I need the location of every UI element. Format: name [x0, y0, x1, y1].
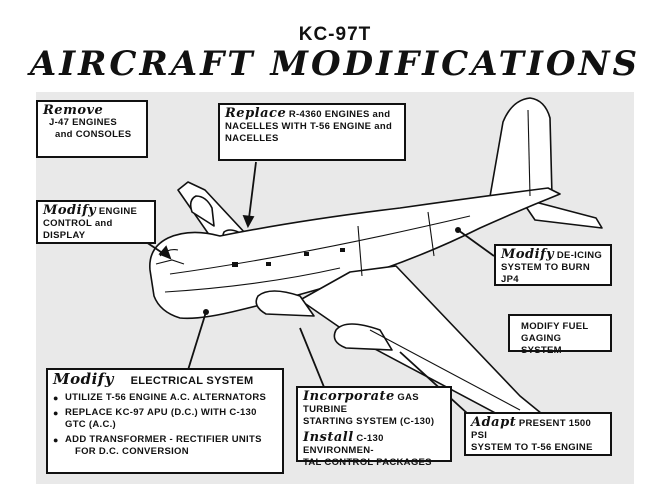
- callout-modify-electrical-verb: Modify: [53, 370, 114, 388]
- callout-modify-deicing-line1: DE-ICING: [556, 250, 603, 261]
- callout-modify-engine-line2: CONTROL and DISPLAY: [43, 218, 113, 241]
- callout-incorporate-line2: STARTING SYSTEM (C-130): [303, 416, 435, 427]
- callout-install-verb: Install: [303, 430, 354, 445]
- callout-modify-fuel-line1: MODIFY FUEL: [521, 321, 589, 332]
- electrical-item: ● REPLACE KC-97 APU (D.C.) WITH C-130 GTC (A.C.): [65, 407, 277, 431]
- callout-modify-engine: [36, 200, 156, 244]
- callout-replace-line2: NACELLES WITH T-56 ENGINE and: [225, 121, 393, 132]
- callout-incorporate-install: [296, 386, 452, 468]
- page-title: AIRCRAFT MODIFICATIONS: [29, 44, 641, 84]
- right-inner-engine: [256, 291, 314, 316]
- callout-modify-engine-verb: Modify: [43, 203, 97, 218]
- callout-remove-line1: J-47 ENGINES: [49, 117, 118, 128]
- callout-modify-engine-line1: ENGINE: [98, 206, 138, 217]
- callout-replace: [218, 103, 406, 161]
- electrical-item-continuation: FOR D.C. CONVERSION: [75, 446, 189, 457]
- callout-replace-line1: R-4360 ENGINES and: [288, 109, 391, 120]
- callout-remove-verb: Remove: [43, 103, 104, 118]
- callout-remove: [36, 100, 148, 158]
- callout-adapt-verb: Adapt: [471, 415, 517, 430]
- callout-adapt-line2: SYSTEM TO T-56 ENGINE: [471, 442, 593, 453]
- callout-incorporate-line1: GAS TURBINE: [303, 392, 419, 415]
- aircraft-model-title: KC-97T: [298, 24, 372, 45]
- callout-adapt-line1: PRESENT 1500 PSI: [471, 418, 592, 441]
- callout-modify-deicing: [494, 244, 612, 286]
- callout-replace-verb: Replace: [225, 106, 287, 121]
- callout-modify-deicing-verb: Modify: [501, 247, 555, 262]
- callout-incorporate-verb: Incorporate: [303, 389, 395, 404]
- electrical-items-list: [53, 392, 277, 446]
- callout-install-line1: C-130 ENVIRONMEN-: [303, 433, 384, 456]
- callout-install-line2: TAL CONTROL PACKAGES: [303, 457, 432, 468]
- callout-modify-deicing-line2: SYSTEM TO BURN JP4: [501, 262, 591, 285]
- callout-modify-electrical-heading: ELECTRICAL SYSTEM: [130, 375, 254, 387]
- callout-replace-line3: NACELLES: [225, 133, 279, 144]
- electrical-item: ● ADD TRANSFORMER - RECTIFIER UNITS: [65, 434, 277, 446]
- callout-modify-fuel-line2: GAGING SYSTEM: [521, 333, 562, 356]
- callout-modify-fuel: [508, 314, 612, 356]
- callout-adapt: [464, 412, 612, 456]
- callout-modify-electrical: [46, 368, 284, 474]
- callout-remove-line2: and CONSOLES: [55, 129, 132, 140]
- electrical-item: ● UTILIZE T-56 ENGINE A.C. ALTERNATORS: [65, 392, 277, 404]
